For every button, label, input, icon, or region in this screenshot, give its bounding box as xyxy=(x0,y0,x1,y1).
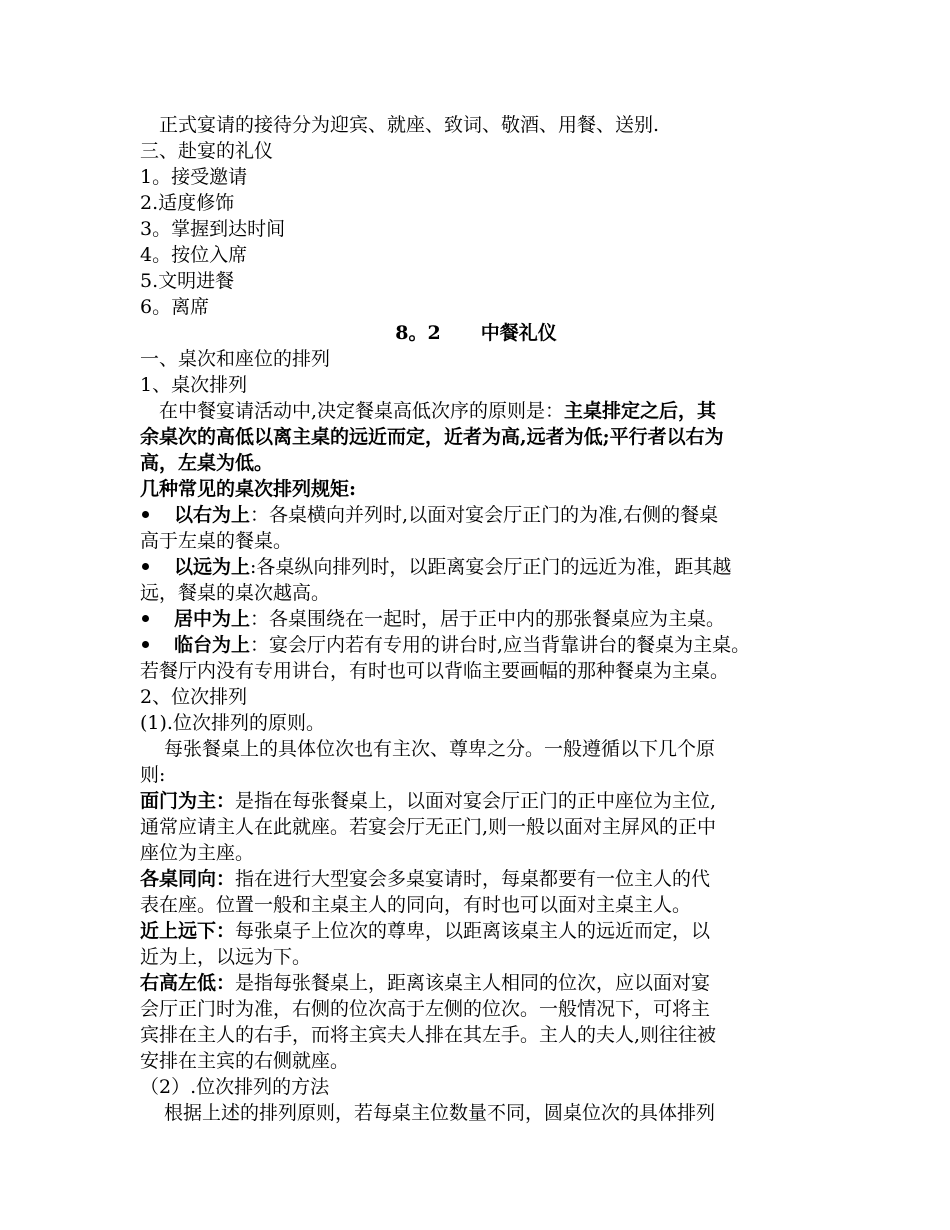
list-item: 4。按位入席 xyxy=(140,244,248,266)
bullet-term: 临台为上 xyxy=(174,634,251,656)
seat-principle-heading: (1).位次排列的原则。 xyxy=(140,712,325,734)
seat-intro-text: 则: xyxy=(140,764,166,786)
list-item: 6。离席 xyxy=(140,296,210,318)
bullet-text: 各桌纵向排列时，以距离宴会厅正门的远近为准，距其越 xyxy=(256,556,732,578)
bullet-text: 各桌横向并列时,以面对宴会厅正门的为准,右侧的餐桌 xyxy=(269,504,719,526)
principle-paragraph xyxy=(140,398,812,476)
principle-text: 近为上，以远为下。 xyxy=(140,946,312,968)
list-item: 1。接受邀请 xyxy=(140,166,248,188)
rules-title: 几种常见的桌次排列规矩: xyxy=(140,478,357,500)
bullet-icon xyxy=(142,511,149,518)
bullet-term: 居中为上 xyxy=(174,608,251,630)
bullet-item xyxy=(140,502,812,554)
chapter-title: 中餐礼仪 xyxy=(480,322,557,344)
principle-text: 是指在每张餐桌上，以面对宴会厅正门的正中座位为主位, xyxy=(235,790,717,812)
document-page xyxy=(140,112,812,1126)
seat-method-heading: （2）.位次排列的方法 xyxy=(140,1076,330,1098)
principle-text: 每张桌子上位次的尊卑，以距离该桌主人的远近而定，以 xyxy=(235,920,711,942)
chapter-number: 8。2 xyxy=(395,322,441,344)
seat-principle-item xyxy=(140,788,812,866)
principle-text: 宾排在主人的右手，而将主宾夫人排在其左手。主人的夫人,则往往被 xyxy=(140,1024,717,1046)
list-item: 5.文明进餐 xyxy=(140,270,235,292)
section-heading-table-order: 一、桌次和座位的排列 xyxy=(140,348,331,370)
subsection-heading-seat-ranking: 2、位次排列 xyxy=(140,686,248,708)
principle-text: 是指每张餐桌上，距离该桌主人相同的位次，应以面对宴 xyxy=(235,972,711,994)
bullet-text: 若餐厅内没有专用讲台，有时也可以背临主要画幅的那种餐桌为主桌。 xyxy=(140,660,730,682)
bullet-text: 各桌围绕在一起时，居于正中内的那张餐桌应为主桌。 xyxy=(269,608,726,630)
list-item: 3。掌握到达时间 xyxy=(140,218,286,240)
principle-term: 面门为主： xyxy=(140,790,236,812)
chapter-heading xyxy=(140,320,812,346)
bullet-item xyxy=(140,606,812,632)
bullet-text: 高于左桌的餐桌。 xyxy=(140,530,293,552)
section-heading-banquet-etiquette: 三、赴宴的礼仪 xyxy=(140,140,274,162)
bullet-sep: ： xyxy=(250,608,270,630)
seat-intro-paragraph xyxy=(140,736,812,788)
seat-principle-item xyxy=(140,918,812,970)
principle-term: 近上远下： xyxy=(140,920,236,942)
seat-principle-item xyxy=(140,866,812,918)
list-item: 2.适度修饰 xyxy=(140,192,235,214)
seat-method-text: 根据上述的排列原则，若每桌主位数量不同，圆桌位次的具体排列 xyxy=(164,1102,716,1124)
bullet-text: 远，餐桌的桌次越高。 xyxy=(140,582,331,604)
bullet-sep: ： xyxy=(250,634,270,656)
principle-text: 通常应请主人在此就座。若宴会厅无正门,则一般以面对主屏风的正中 xyxy=(140,816,717,838)
principle-bold-text: 主桌排定之后，其 xyxy=(564,400,717,422)
bullet-text: 宴会厅内若有专用的讲台时,应当背靠讲台的餐桌为主桌。 xyxy=(269,634,751,656)
reception-sentence: 正式宴请的接待分为迎宾、就座、致词、敬酒、用餐、送别. xyxy=(159,114,660,136)
principle-text: 表在座。位置一般和主桌主人的同向，有时也可以面对主桌主人。 xyxy=(140,894,692,916)
principle-bold-text: 高，左桌为低。 xyxy=(140,452,274,474)
bullet-sep: ： xyxy=(250,504,270,526)
principle-bold-text: 余桌次的高低以离主桌的远近而定，近者为高,远者为低;平行者以右为 xyxy=(140,426,724,448)
bullet-icon xyxy=(142,615,149,622)
bullet-item xyxy=(140,632,812,684)
seat-intro-text: 每张餐桌上的具体位次也有主次、尊卑之分。一般遵循以下几个原 xyxy=(164,738,716,760)
principle-text: 安排在主宾的右侧就座。 xyxy=(140,1050,350,1072)
principle-text: 座位为主座。 xyxy=(140,842,255,864)
principle-term: 右高左低： xyxy=(140,972,236,994)
bullet-icon xyxy=(142,563,149,570)
bullet-icon xyxy=(142,641,149,648)
principle-term: 各桌同向： xyxy=(140,868,236,890)
bullet-item xyxy=(140,554,812,606)
seat-principle-item xyxy=(140,970,812,1074)
bullet-sep: : xyxy=(250,556,257,578)
principle-lead: 在中餐宴请活动中,决定餐桌高低次序的原则是： xyxy=(159,400,565,422)
bullet-term: 以右为上 xyxy=(174,504,251,526)
subsection-heading-table-ranking: 1、桌次排列 xyxy=(140,374,248,396)
principle-text: 指在进行大型宴会多桌宴请时，每桌都要有一位主人的代 xyxy=(235,868,711,890)
principle-text: 会厅正门时为准，右侧的位次高于左侧的位次。一般情况下，可将主 xyxy=(140,998,711,1020)
bullet-term: 以远为上 xyxy=(174,556,251,578)
